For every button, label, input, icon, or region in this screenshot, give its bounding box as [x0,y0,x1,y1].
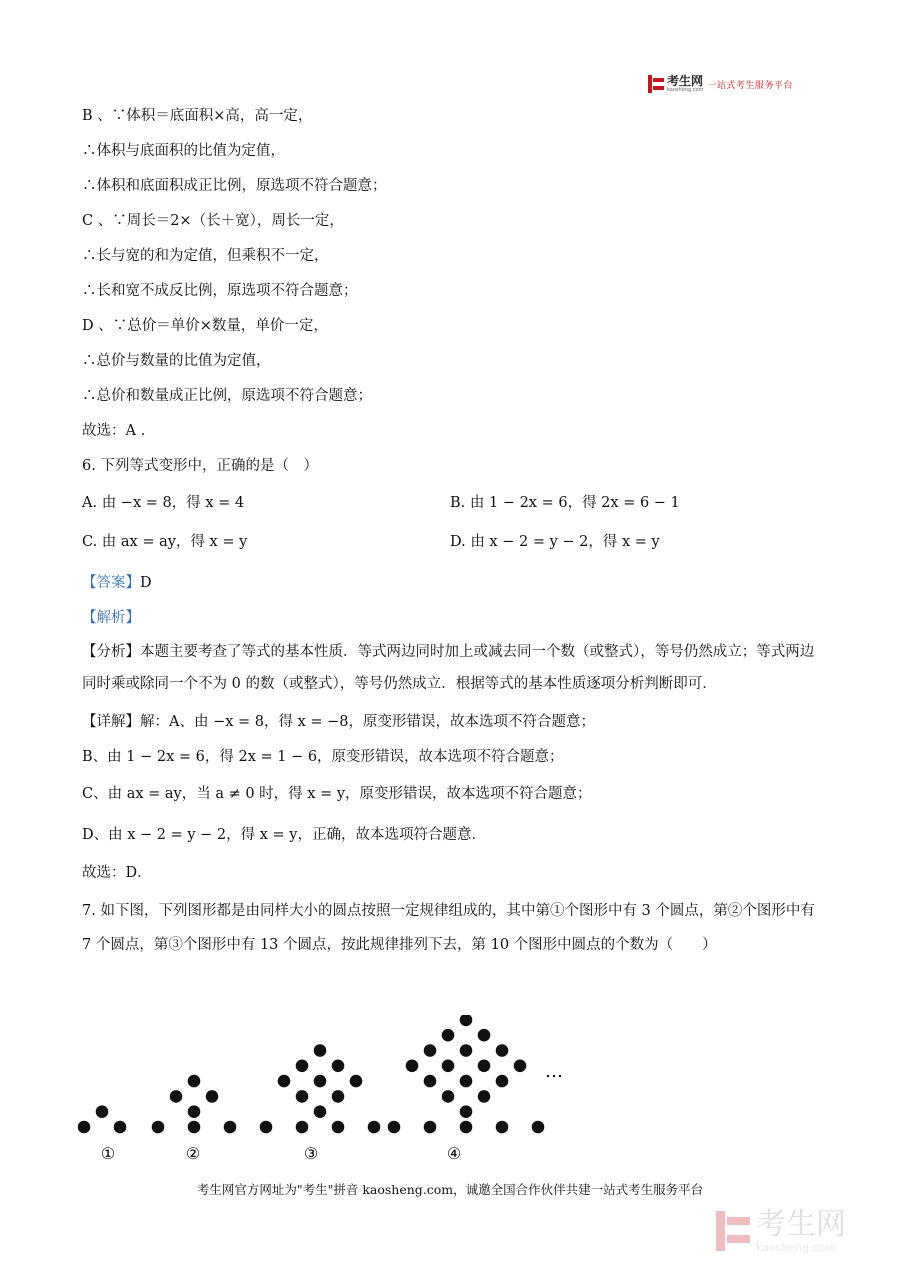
dot-fig4 [424,1121,437,1134]
dot-fig2 [170,1090,183,1103]
dot-fig4 [496,1121,509,1134]
dot-fig4 [532,1121,545,1134]
text-line: B 、∵体积＝底面积×高，高一定， [82,108,313,124]
dot-fig4 [460,1044,473,1057]
answer-line [82,573,822,593]
dot-fig3 [260,1121,273,1134]
dot-fig4 [442,1029,455,1042]
text-line: ∴体积和底面积成正比例，原选项不符合题意； [82,178,387,194]
analysis-tag: 【解析】 [82,610,140,626]
dot-fig2 [152,1121,165,1134]
watermark-name: 考生网 [756,1206,846,1242]
watermark-sub: kaosheng.com [756,1240,837,1254]
question-6-stem: 6. 下列等式变形中，正确的是（ ） [82,458,318,474]
figure-label-4: ④ [446,1144,462,1163]
dot-fig3 [314,1105,327,1118]
detail-d: D、由 x − 2 = y − 2，得 x = y，正确，故本选项符合题意． [82,827,487,843]
option-a: A. 由 −x = 8，得 x = 4 [82,495,245,511]
figure-ellipsis: … [545,1061,563,1082]
text-line: ∴长和宽不成反比例，原选项不符合题意； [82,283,358,299]
dot-fig4 [478,1029,491,1042]
dot-fig4 [406,1060,419,1073]
dot-fig4 [514,1060,527,1073]
dot-fig4 [442,1060,455,1073]
dot-fig2 [206,1090,219,1103]
dot-fig2 [224,1121,237,1134]
brand-icon [648,75,664,93]
options-row-1 [82,493,822,513]
dot-fig2 [188,1075,201,1088]
header-logo [648,73,818,95]
answer-tag: 【答案】 [82,575,140,591]
dot-fig4 [478,1060,491,1073]
dot-pattern-svg [78,1015,578,1165]
dot-fig2 [188,1121,201,1134]
dot-fig3 [278,1075,291,1088]
text-line: ∴长与宽的和为定值，但乘积不一定， [82,248,329,264]
dot-fig3 [296,1060,309,1073]
document-body [82,106,822,962]
dot-fig4 [496,1075,509,1088]
text-line: ∴总价与数量的比值为定值， [82,353,271,369]
dot-fig3 [368,1121,381,1134]
dot-fig3 [296,1121,309,1134]
dot-pattern-figure [78,1015,578,1165]
dot-fig4 [424,1075,437,1088]
watermark-text [756,1206,846,1254]
logo-sub: kaosheng.com [667,87,704,93]
option-c: C. 由 ax = ay，得 x = y [82,534,248,550]
watermark-icon [716,1211,750,1251]
dot-fig4 [460,1121,473,1134]
text-line: D 、∵总价＝单价×数量，单价一定， [82,318,328,334]
dot-fig2 [188,1105,201,1118]
option-d: D. 由 x − 2 = y − 2，得 x = y [450,534,660,550]
dot-fig4 [460,1015,473,1026]
page-footer: 考生网官方网址为"考生"拼音 kaosheng.com，诚邀全国合作伙伴共建一站式考生服务平台 [196,1182,704,1197]
dot-fig4 [424,1044,437,1057]
logo-text [667,75,703,93]
dot-fig3 [296,1090,309,1103]
conclusion: 故选：D． [82,865,152,881]
options-row-2 [82,532,822,552]
dot-fig4 [478,1090,491,1103]
dot-fig4 [496,1044,509,1057]
question-7-stem: 7. 如下图，下列图形都是由同样大小的圆点按照一定规律组成的，其中第①个图形中有 3 个圆点，第②个图形中有 7 个圆点，第③个图形中有 13 个圆点，按此规律排列下去，第 10 个图形中圆点的个数为（ ） [82,903,815,953]
text-line: ∴总价和数量成正比例，原选项不符合题意； [82,388,372,404]
figure-label-2: ② [185,1144,201,1163]
dot-fig4 [442,1090,455,1103]
dot-fig4 [460,1105,473,1118]
dot-fig3 [332,1090,345,1103]
logo-slogan: 一站式考生服务平台 [707,80,793,91]
dot-fig3 [314,1044,327,1057]
dot-fig3 [332,1060,345,1073]
dot-fig1 [78,1121,90,1134]
dot-fig4 [388,1121,401,1134]
dot-fig1 [96,1105,109,1118]
detail-c: C、由 ax = ay，当 a ≠ 0 时，得 x = y，原变形错误，故本选项不符合题意； [82,786,592,802]
watermark [716,1204,886,1258]
answer-value: D [140,575,152,591]
logo-name: 考生网 [667,74,704,88]
text-line: ∴体积与底面积的比值为定值， [82,143,285,159]
detail-a: 【详解】解：A、由 −x = 8，得 x = −8，原变形错误，故本选项不符合题意； [82,714,596,730]
dot-fig1 [114,1121,127,1134]
option-b: B. 由 1 − 2x = 6，得 2x = 6 − 1 [450,495,680,511]
analysis-paragraph: 【分析】本题主要考查了等式的基本性质．等式两边同时加上或减去同一个数（或整式），等号仍然成立；等式两边同时乘或除同一个不为 0 的数（或整式），等号仍然成立．根据等式的基本性质逐项分析判断即可． [82,644,815,692]
detail-b: B、由 1 − 2x = 6，得 2x = 1 − 6，原变形错误，故本选项不符合题意； [82,749,564,765]
dot-fig3 [350,1075,363,1088]
figure-label-3: ③ [303,1144,319,1163]
figure-label-1: ① [100,1144,116,1163]
dot-fig3 [332,1121,345,1134]
dot-fig4 [460,1075,473,1088]
text-line: 故选：A . [82,423,146,439]
dot-fig3 [314,1075,327,1088]
text-line: C 、∵周长＝2×（长＋宽），周长一定， [82,213,344,229]
